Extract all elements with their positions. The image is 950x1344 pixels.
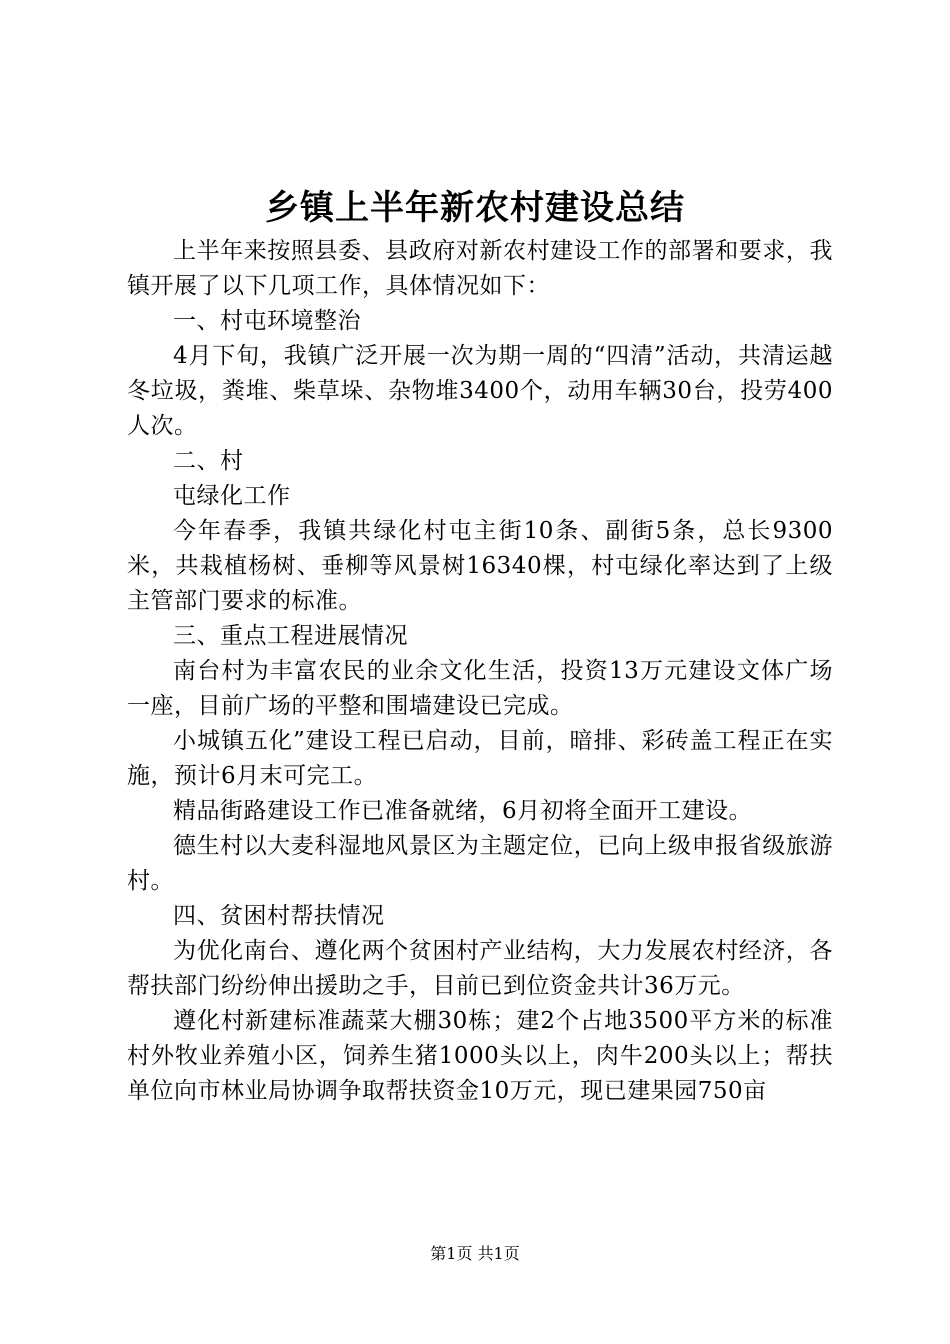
paragraph: 遵化村新建标准蔬菜大棚30栋；建2个占地3500平方米的标准村外牧业养殖小区，饲养生猪1000头以上，肉牛200头以上；帮扶单位向市林业局协调争取帮扶资金10万元，现已建果园750亩 — [127, 1008, 833, 1104]
paragraph: 今年春季，我镇共绿化村屯主街10条、副街5条，总长9300米，共栽植杨树、垂柳等风景树16340棵，村屯绿化率达到了上级主管部门要求的标准。 — [127, 518, 833, 614]
paragraph: 德生村以大麦科湿地风景区为主题定位，已向上级申报省级旅游村。 — [127, 833, 833, 894]
paragraph: 为优化南台、遵化两个贫困村产业结构，大力发展农村经济，各帮扶部门纷纷伸出援助之手，目前已到位资金共计36万元。 — [127, 938, 833, 999]
page-title: 乡镇上半年新农村建设总结 — [265, 188, 685, 228]
section-heading-2: 二、村 — [173, 448, 244, 474]
paragraph: 4月下旬，我镇广泛开展一次为期一周的“四清”活动，共清运越冬垃圾，粪堆、柴草垛、杂物堆3400个，动用车辆30台，投劳400人次。 — [127, 343, 833, 439]
section-heading-1: 一、村屯环境整治 — [173, 308, 361, 334]
page-footer: 第1页 共1页 — [430, 1244, 520, 1263]
section-heading-4: 四、贫困村帮扶情况 — [173, 903, 385, 929]
section-heading-3: 三、重点工程进展情况 — [173, 623, 408, 649]
paragraph: 精品街路建设工作已准备就绪，6月初将全面开工建设。 — [173, 798, 753, 824]
section-heading-2-continued: 屯绿化工作 — [173, 483, 291, 509]
paragraph: 小城镇五化”建设工程已启动，目前，暗排、彩砖盖工程正在实施，预计6月末可完工。 — [127, 728, 833, 789]
document-body — [127, 234, 833, 1109]
paragraph: 南台村为丰富农民的业余文化生活，投资13万元建设文体广场一座，目前广场的平整和围墙建设已完成。 — [127, 658, 833, 719]
intro-paragraph: 上半年来按照县委、县政府对新农村建设工作的部署和要求，我镇开展了以下几项工作，具体情况如下： — [127, 238, 833, 299]
